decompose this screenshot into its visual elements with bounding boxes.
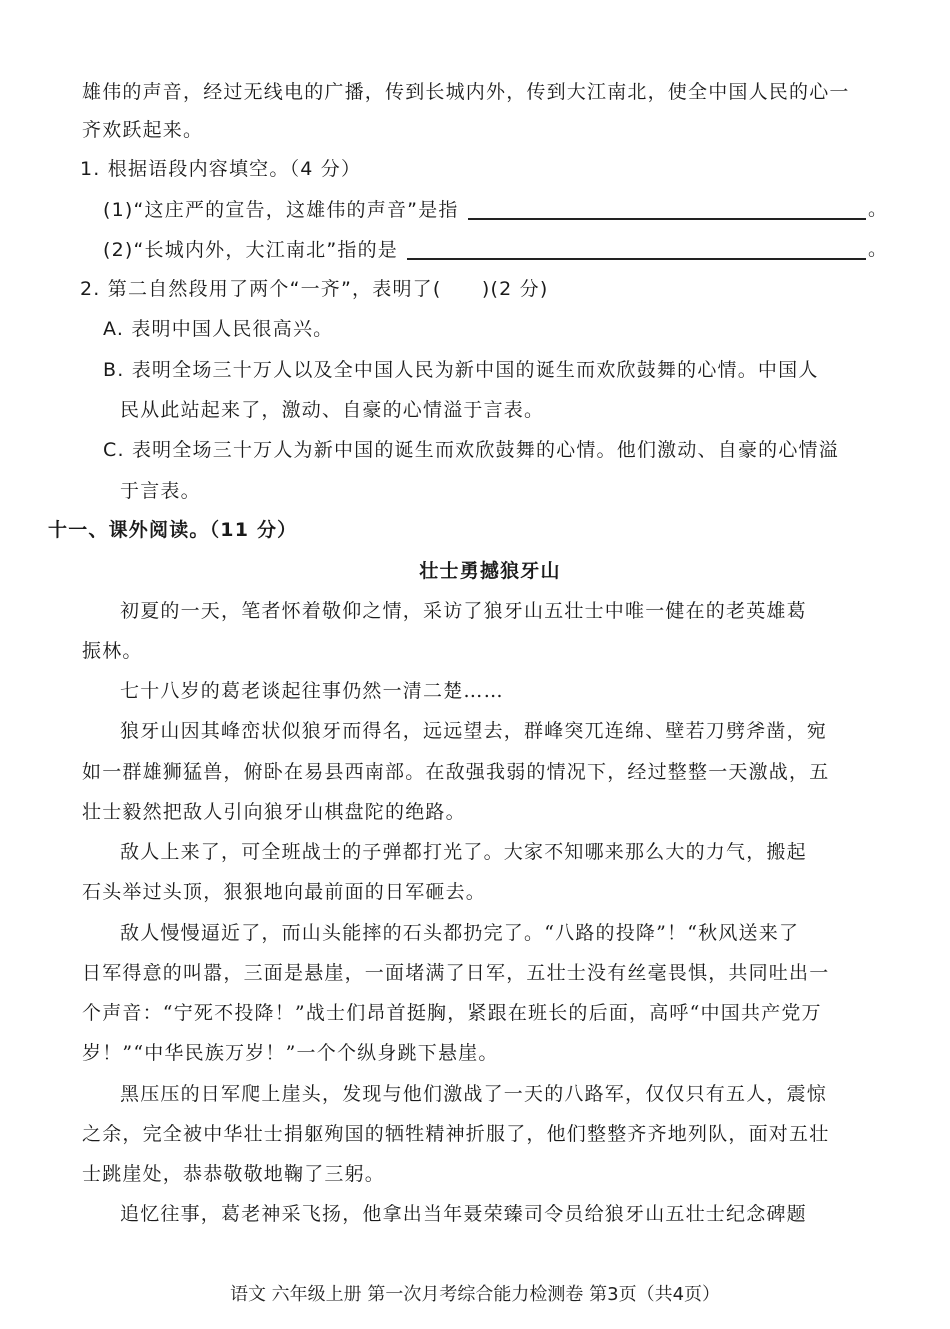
answer-blank-2[interactable]	[407, 240, 866, 260]
paragraph-5-line: 日军得意的叫嚣，三面是悬崖，一面堵满了日军，五壮士没有丝毫畏惧，共同吐出一	[82, 962, 830, 984]
paragraph-1-line: 初夏的一天，笔者怀着敬仰之情，采访了狼牙山五壮士中唯一健在的老英雄葛	[120, 600, 807, 622]
question-1-stem: 1. 根据语段内容填空。（4 分）	[80, 158, 362, 180]
paragraph-5-line: 敌人慢慢逼近了，而山头能摔的石头都扔完了。“八路的投降”！“秋风送来了	[120, 922, 800, 944]
question-1-item-1-prompt: (1)“这庄严的宣告，这雄伟的声音”是指	[103, 199, 459, 221]
answer-blank-1[interactable]	[468, 200, 866, 220]
paragraph-5-line: 个声音：“宁死不投降！”战士们昂首挺胸，紧跟在班长的后面，高呼“中国共产党万	[82, 1002, 822, 1024]
option-b[interactable]: B. 表明全场三十万人以及全中国人民为新中国的诞生而欢欣鼓舞的心情。中国人	[103, 359, 819, 381]
question-1-item-1	[103, 198, 459, 222]
article-title: 壮士勇撼狼牙山	[419, 560, 561, 582]
paragraph-3-line: 壮士毅然把敌人引向狼牙山棋盘陀的绝路。	[82, 801, 466, 823]
paragraph-3-line: 狼牙山因其峰峦状似狼牙而得名，远远望去，群峰突兀连绵、壁若刀劈斧凿，宛	[120, 720, 828, 742]
option-a[interactable]: A. 表明中国人民很高兴。	[103, 318, 334, 340]
paragraph-6-line: 黑压压的日军爬上崖头，发现与他们激战了一天的八路军，仅仅只有五人，震惊	[120, 1083, 828, 1105]
paragraph-3-line: 如一群雄狮猛兽，俯卧在易县西南部。在敌强我弱的情况下，经过整整一天激战，五	[82, 761, 830, 783]
question-1-item-2	[103, 238, 398, 262]
paragraph-6-line: 之余，完全被中华壮士捐躯殉国的牺牲精神折服了，他们整整齐齐地列队，面对五壮	[82, 1123, 830, 1145]
paragraph-4-line: 石头举过头顶，狠狠地向最前面的日军砸去。	[82, 881, 487, 903]
paragraph-2-line: 七十八岁的葛老谈起往事仍然一清二楚……	[120, 680, 504, 702]
paragraph-4-line: 敌人上来了，可全班战士的子弹都打光了。大家不知哪来那么大的力气，搬起	[120, 841, 807, 863]
passage-line: 齐欢跃起来。	[82, 119, 204, 141]
option-c[interactable]: C. 表明全场三十万人为新中国的诞生而欢欣鼓舞的心情。他们激动、自豪的心情溢	[103, 439, 839, 461]
paragraph-5-line: 岁！”“中华民族万岁！”一个个纵身跳下悬崖。	[82, 1042, 499, 1064]
section-11-heading: 十一、课外阅读。（11 分）	[48, 519, 298, 541]
paragraph-1-line: 振林。	[82, 640, 143, 662]
period: 。	[868, 238, 889, 260]
paragraph-6-line: 士跳崖处，恭恭敬敬地鞠了三躬。	[82, 1163, 386, 1185]
option-c-continued: 于言表。	[120, 480, 201, 502]
paragraph-7-line: 追忆往事，葛老神采飞扬，他拿出当年聂荣臻司令员给狼牙山五壮士纪念碑题	[120, 1203, 807, 1225]
question-1-item-2-prompt: (2)“长城内外，大江南北”指的是	[103, 239, 399, 261]
option-b-continued: 民从此站起来了，激动、自豪的心情溢于言表。	[120, 399, 545, 421]
passage-line: 雄伟的声音，经过无线电的广播，传到长城内外，传到大江南北，使全中国人民的心一	[82, 81, 850, 103]
page-footer: 语文 六年级上册 第一次月考综合能力检测卷 第3页（共4页）	[229, 1284, 721, 1305]
period: 。	[868, 198, 889, 220]
question-2-stem: 2. 第二自然段用了两个“一齐”，表明了( )(2 分)	[80, 278, 549, 300]
